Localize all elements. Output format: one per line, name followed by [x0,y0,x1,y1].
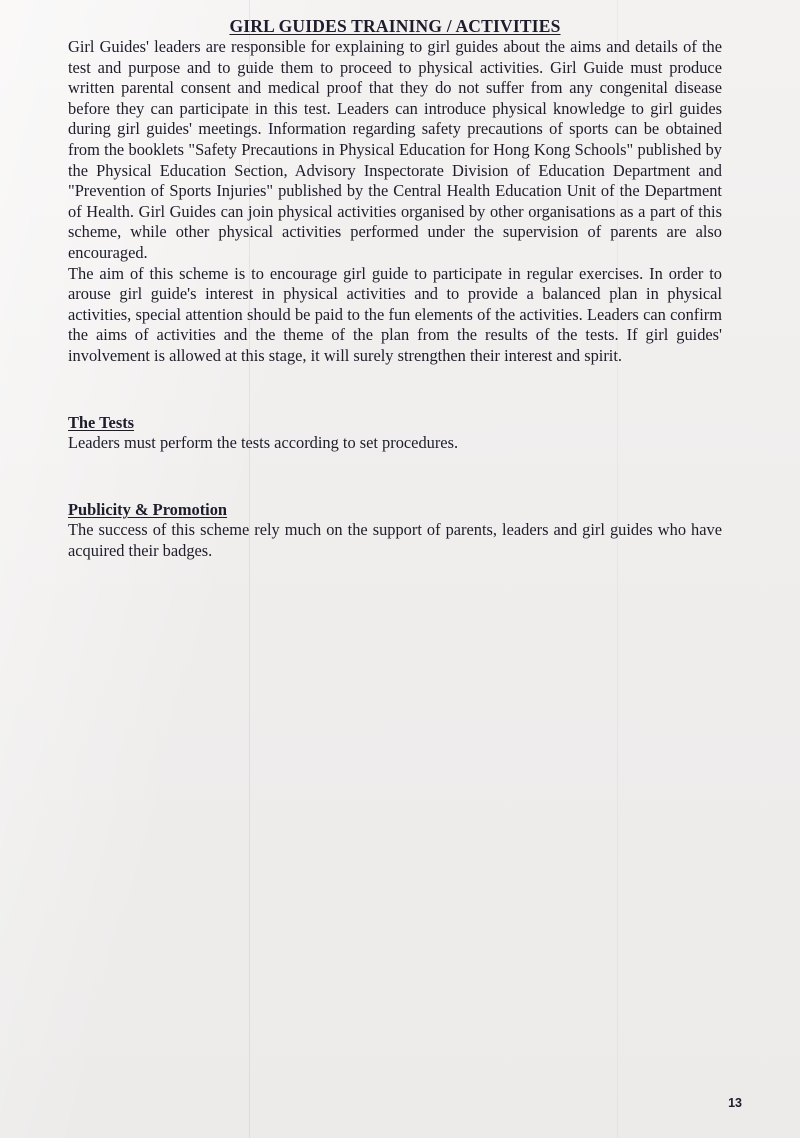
paragraph-tests: Leaders must perform the tests according to set procedures. [68,432,459,452]
document-content [68,0,722,561]
section-heading-tests: The Tests [68,412,135,432]
page-title-text: GIRL GUIDES TRAINING / ACTIVITIES [229,16,561,36]
page-number: 13 [728,1096,742,1110]
page-title [68,16,722,37]
section-heading-publicity: Publicity & Promotion [68,500,228,520]
paragraph-intro: Girl Guides' leaders are responsible for explaining to girl guides about the aims and details of the test and purpose and to guide them to proceed to physical activities. Girl Guide must produce written parental consent and medical proof that they do not suffer from any congenital disease before they can participate in this test. Leaders can introduce physical knowledge to girl guides during girl guides' meetings. Information regarding safety precautions of sports can be obtained from the booklets "Safety Precautions in Physical Education for Hong Kong Schools" published by the Physical Education Section, Advisory Inspectorate Division of Education Department and "Prevention of Sports Injuries" published by the Central Health Education Unit of the Department of Health. Girl Guides can join physical activities organised by other organisations as a part of this scheme, while other physical activities performed under the supervision of parents are also encouraged. [68,37,722,262]
paragraph-aim: The aim of this scheme is to encourage girl guide to participate in regular exercises. In order to arouse girl guide's interest in physical activities and to provide a balanced plan in physical activities, special attention should be paid to the fun elements of the activities. Leaders can confirm the aims of activities and the theme of the plan from the results of the tests. If girl guides' involvement is allowed at this stage, it will surely strengthen their interest and spirit. [68,263,722,365]
paragraph-publicity: The success of this scheme rely much on the support of parents, leaders and girl guides who have acquired their badges. [68,520,722,560]
